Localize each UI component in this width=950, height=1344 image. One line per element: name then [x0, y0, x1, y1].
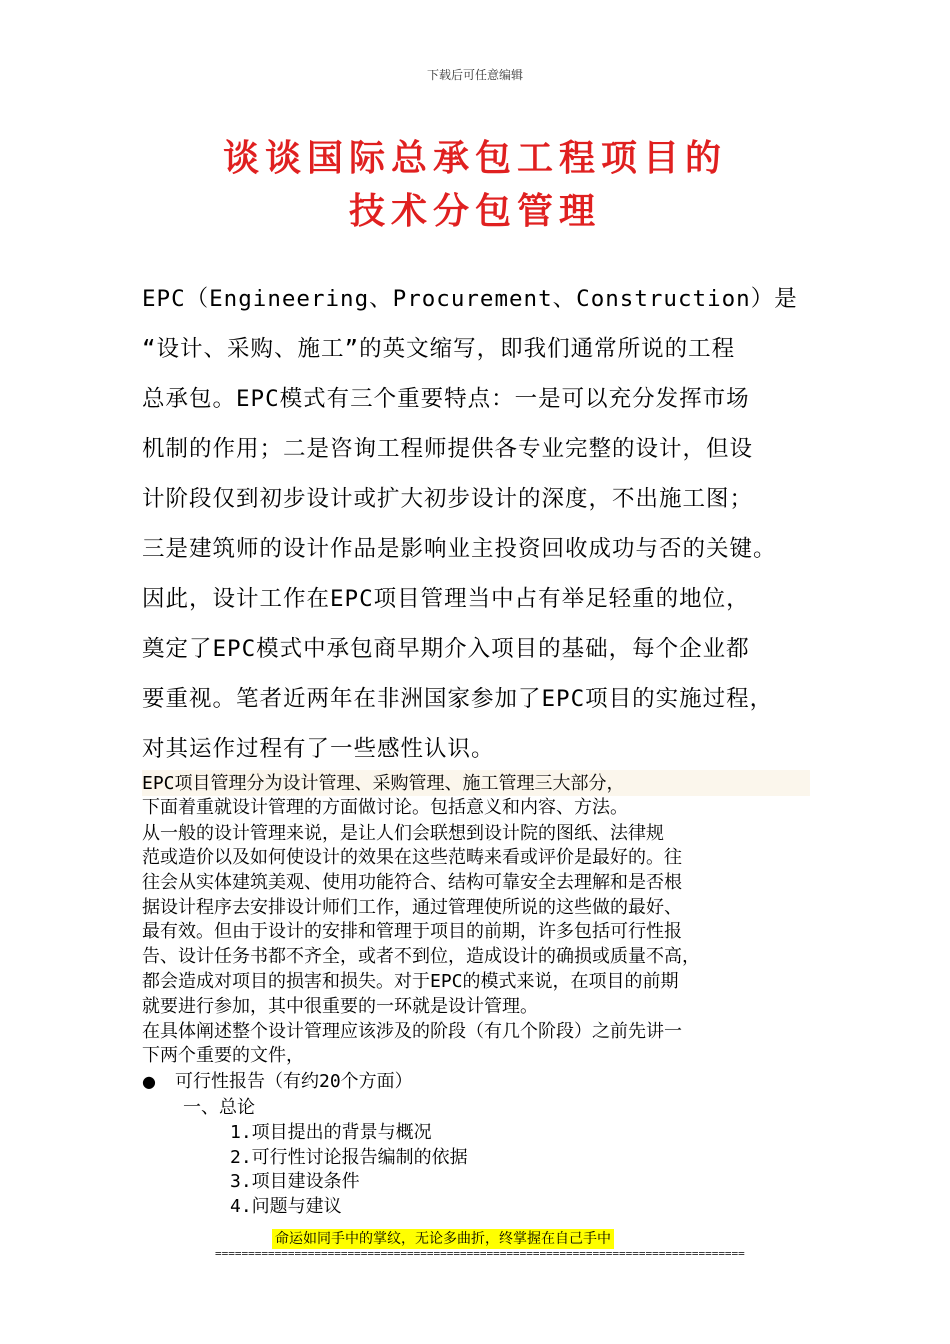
intro-line: 计阶段仅到初步设计或扩大初步设计的深度，不出施工图； [142, 486, 754, 512]
document-title-line-1: 谈谈国际总承包工程项目的 [222, 138, 727, 179]
intro-line: 要重视。笔者近两年在非洲国家参加了EPC项目的实施过程， [142, 686, 774, 712]
body-line: 告、设计任务书都不齐全，或者不到位，造成设计的确损或质量不高， [142, 946, 700, 967]
intro-line: 对其运作过程有了一些感性认识。 [142, 736, 495, 762]
body-line: 范或造价以及如何使设计的效果在这些范畴来看或评价是最好的。往 [142, 847, 682, 868]
intro-line: “设计、采购、施工”的英文缩写，即我们通常所说的工程 [142, 336, 736, 362]
list-item: 3.项目建设条件 [230, 1171, 360, 1192]
intro-line: 奠定了EPC模式中承包商早期介入项目的基础，每个企业都 [142, 636, 750, 662]
body-line: 下两个重要的文件， [142, 1045, 304, 1066]
body-line: 下面着重就设计管理的方面做讨论。包括意义和内容、方法。 [142, 797, 628, 818]
body-line: 从一般的设计管理来说，是让人们会联想到设计院的图纸、法律规 [142, 823, 664, 844]
document-title-line-2: 技术分包管理 [348, 191, 601, 232]
body-line: 都会造成对项目的损害和损失。对于EPC的模式来说，在项目的前期 [142, 971, 679, 992]
section-heading: 一、总论 [183, 1097, 255, 1118]
body-line: EPC项目管理分为设计管理、采购管理、施工管理三大部分， [142, 773, 625, 794]
intro-line: 总承包。EPC模式有三个重要特点：一是可以充分发挥市场 [142, 386, 750, 412]
list-item: 4.问题与建议 [230, 1196, 342, 1217]
header-note: 下载后可任意编辑 [426, 68, 523, 82]
list-item: 2.可行性讨论报告编制的依据 [230, 1147, 468, 1168]
footer-slogan: 命运如同手中的掌纹，无论多曲折，终掌握在自己手中 [272, 1229, 614, 1249]
intro-line: 因此，设计工作在EPC项目管理当中占有举足轻重的地位， [142, 586, 750, 612]
body-line: 就要进行参加，其中很重要的一环就是设计管理。 [142, 996, 538, 1017]
list-item: 1.项目提出的背景与概况 [230, 1122, 432, 1143]
body-line: 据设计程序去安排设计师们工作，通过管理使所说的这些做的最好、 [142, 897, 682, 918]
footer-divider: ================================================================================ [215, 1247, 745, 1260]
bullet-icon: ● [142, 1072, 156, 1091]
intro-line: EPC（Engineering、Procurement、Construction）是 [142, 286, 798, 312]
body-line: 往会从实体建筑美观、使用功能符合、结构可靠安全去理解和是否根 [142, 872, 682, 893]
intro-line: 三是建筑师的设计作品是影响业主投资回收成功与否的关键。 [142, 536, 777, 562]
body-line: 最有效。但由于设计的安排和管理于项目的前期，许多包括可行性报 [142, 921, 682, 942]
intro-line: 机制的作用；二是咨询工程师提供各专业完整的设计，但设 [142, 436, 754, 462]
body-line: 在具体阐述整个设计管理应该涉及的阶段（有几个阶段）之前先讲一 [142, 1021, 682, 1042]
bullet-text: 可行性报告（有约20个方面） [175, 1071, 413, 1092]
